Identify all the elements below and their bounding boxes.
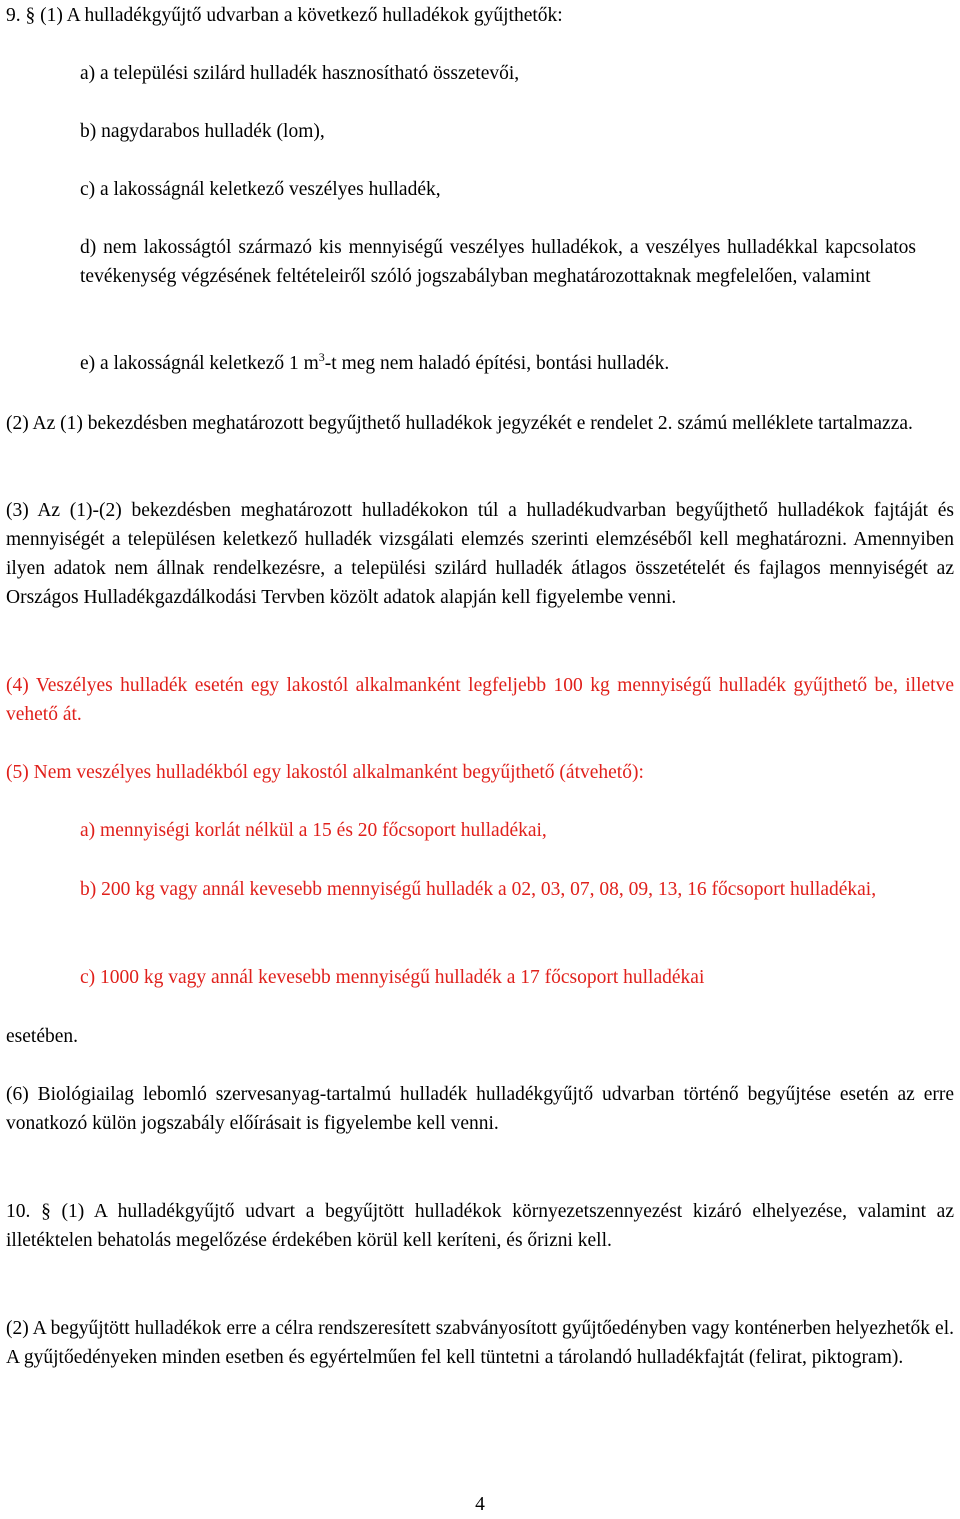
paragraph-5-item-a: a) mennyiségi korlát nélkül a 15 és 20 főcsoport hulladékai, <box>80 820 547 841</box>
list-item-c: c) a lakosságnál keletkező veszélyes hulladék, <box>80 179 441 200</box>
list-item-a: a) a települési szilárd hulladék hasznosítható összetevői, <box>80 63 520 84</box>
paragraph-2: (2) Az (1) bekezdésben meghatározott begyűjthető hulladékok jegyzékét e rendelet 2. számú melléklete tartalmazza. <box>6 413 913 434</box>
section-10-paragraph-2: (2) A begyűjtött hulladékok erre a célra rendszeresített szabványosított gyűjtőedényben vagy konténerben helyezhetők el. A gyűjtőedényeken minden esetben és egyértelműen fel kell tüntetni a tárolandó hulladékfajtát (felirat, piktogram). <box>6 1318 954 1368</box>
paragraph-6: (6) Biológiailag lebomló szervesanyag-tartalmú hulladék hulladékgyűjtő udvarban történő begyűjtése esetén az erre vonatkozó külön jogszabály előírásait is figyelembe kell venni. <box>6 1084 954 1134</box>
paragraph-5: (5) Nem veszélyes hulladékból egy lakostól alkalmanként begyűjthető (átvehető): <box>6 762 644 783</box>
list-item-e-text: e) a lakosságnál keletkező 1 m <box>80 353 319 374</box>
list-item-e-text-end: -t meg nem haladó építési, bontási hulladék. <box>324 353 670 374</box>
section-9-heading: 9. § (1) A hulladékgyűjtő udvarban a következő hulladékok gyűjthetők: <box>6 5 563 26</box>
superscript: 3 <box>318 350 325 364</box>
list-item-b: b) nagydarabos hulladék (lom), <box>80 121 325 142</box>
section-10-heading: 10. § (1) A hulladékgyűjtő udvart a begyűjtött hulladékok környezetszennyezést kizáró elhelyezése, valamint az illetéktelen behatolás megelőzése érdekében körül kell keríteni, és őrizni kell. <box>6 1201 954 1251</box>
paragraph-5-item-b: b) 200 kg vagy annál kevesebb mennyiségű hulladék a 02, 03, 07, 08, 09, 13, 16 főcsoport hulladékai, <box>80 879 877 900</box>
list-item-e <box>80 349 940 380</box>
paragraph-5-item-c: c) 1000 kg vagy annál kevesebb mennyiségű hulladék a 17 főcsoport hulladékai <box>80 967 705 988</box>
paragraph-4: (4) Veszélyes hulladék esetén egy lakostól alkalmanként legfeljebb 100 kg mennyiségű hulladék gyűjthető be, illetve vehető át. <box>6 675 954 725</box>
list-item-d: d) nem lakosságtól származó kis mennyiségű veszélyes hulladékok, a veszélyes hulladékkal kapcsolatos tevékenység végzésének feltételeiről szóló jogszabályban meghatározottaknak megfelelően, valamint <box>80 237 916 287</box>
page-number: 4 <box>475 1494 485 1515</box>
paragraph-3: (3) Az (1)-(2) bekezdésben meghatározott hulladékokon túl a hulladékudvarban begyűjthető hulladékok fajtáját és mennyiségét a településen keletkező hulladék vizsgálati elemzés szerinti elemzéséből kell meghatározni. Amennyiben ilyen adatok nem állnak rendelkezésre, a települési szilárd hulladék átlagos összetételét és fajlagos mennyiségét az Országos Hulladékgazdálkodási Tervben közölt adatok alapján kell figyelembe venni. <box>6 500 954 608</box>
paragraph-5-end: esetében. <box>6 1026 79 1047</box>
